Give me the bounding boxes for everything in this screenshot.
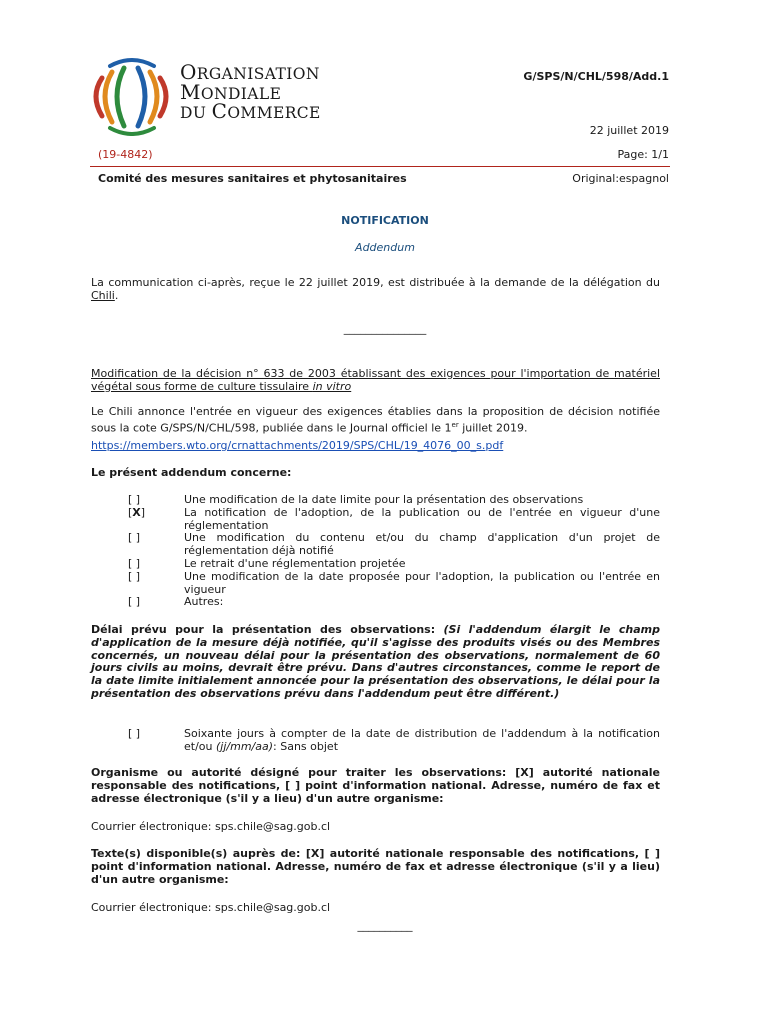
texts-available-email: Courrier électronique: sps.chile@sag.gob.cl xyxy=(91,901,331,914)
wto-logo xyxy=(80,56,180,136)
link-container xyxy=(91,440,660,453)
addendum-subtitle: Addendum xyxy=(355,241,415,254)
document-number: (19-4842) xyxy=(98,148,153,161)
list-item xyxy=(91,728,660,754)
agency-heading: Organisme ou autorité désigné pour traiter les observations: [X] autorité nationale responsable des notifications, [ ] point d'information national. Adresse, numéro de fax et adresse électronique (s'il y a lieu) d'un autre organisme: xyxy=(91,766,660,805)
list-item: [X] La notification de l'adoption, de la publication ou de l'entrée en vigueur d'une réglementation xyxy=(91,507,660,533)
deadline-paragraph: Délai prévu pour la présentation des observations: (Si l'addendum élargit le champ d'application de la mesure déjà notifiée, qu'il s'agisse des produits visés ou des Membres concernés, un nouveau délai pour la présentation des observations, normalement de 60 jours civils au moins, devrait être prévu. Dans d'autres circonstances, comme le report de la date limite initialement annoncée pour la présentation des observations, le délai pour la présentation des observations prévu dans l'addendum peut être différent.) xyxy=(91,623,660,700)
list-item: [ ] Une modification de la date limite pour la présentation des observations xyxy=(91,494,660,507)
checkbox: [ ] xyxy=(128,727,141,740)
organisation-name xyxy=(180,60,321,123)
org-line-3: DU COMMERCE xyxy=(180,99,321,123)
checkbox: [ ] xyxy=(128,493,141,506)
page-number: Page: 1/1 xyxy=(617,148,669,161)
concerns-heading: Le présent addendum concerne: xyxy=(91,466,292,479)
texts-available-heading: Texte(s) disponible(s) auprès de: [X] autorité nationale responsable des notifications, [ ] point d'information national. Adresse, numéro de fax et adresse électronique (s'il y a lieu) d'un autre organisme: xyxy=(91,847,660,886)
intro-paragraph: La communication ci-après, reçue le 22 juillet 2019, est distribuée à la demande de la délégation du Chili. xyxy=(91,276,660,302)
checkbox: [ ] xyxy=(128,531,141,545)
list-item: [ ] Autres: xyxy=(91,596,660,609)
header-rule xyxy=(90,166,670,167)
committee-name: Comité des mesures sanitaires et phytosanitaires xyxy=(98,172,407,185)
deadline-option-text: Soixante jours à compter de la date de distribution de l'addendum à la notification et/ou (jj/mm/aa): Sans objet xyxy=(184,727,660,753)
deadline-option xyxy=(91,728,660,754)
agency-email: Courrier électronique: sps.chile@sag.gob.cl xyxy=(91,820,331,833)
list-item: [ ] Une modification du contenu et/ou du champ d'application d'un projet de réglementation déjà notifié xyxy=(91,532,660,558)
list-item: [ ] Une modification de la date proposée pour l'adoption, la publication ou l'entrée en vigueur xyxy=(91,571,660,597)
document-symbol: G/SPS/N/CHL/598/Add.1 xyxy=(523,70,669,83)
end-separator: __________ xyxy=(357,919,413,932)
notification-title: NOTIFICATION xyxy=(341,214,429,227)
concerns-list xyxy=(91,494,660,609)
org-line-2: MONDIALE xyxy=(180,79,282,104)
checkbox: [ ] xyxy=(128,556,141,570)
measure-title: Modification de la décision n° 633 de 2003 établissant des exigences pour l'importation de matériel végétal sous forme de culture tissulaire in vitro xyxy=(91,367,660,393)
document-date: 22 juillet 2019 xyxy=(589,124,669,137)
checkbox: [X] xyxy=(128,505,146,519)
original-language: Original:espagnol xyxy=(572,172,669,185)
org-line-1: ORGANISATION xyxy=(180,60,320,84)
announcement-paragraph: Le Chili annonce l'entrée en vigueur des exigences établies dans la proposition de décision notifiée sous la cote G/SPS/N/CHL/598, publiée dans le Journal officiel le 1er juillet 2019. xyxy=(91,405,660,435)
attachment-link[interactable]: https://members.wto.org/crnattachments/2019/SPS/CHL/19_4076_00_s.pdf xyxy=(91,439,504,452)
country-name: Chili xyxy=(91,288,115,302)
checkbox: [ ] xyxy=(128,569,141,583)
list-item: [ ] Le retrait d'une réglementation projetée xyxy=(91,558,660,571)
separator-line: _______________ xyxy=(343,322,427,335)
checkbox: [ ] xyxy=(128,595,141,609)
